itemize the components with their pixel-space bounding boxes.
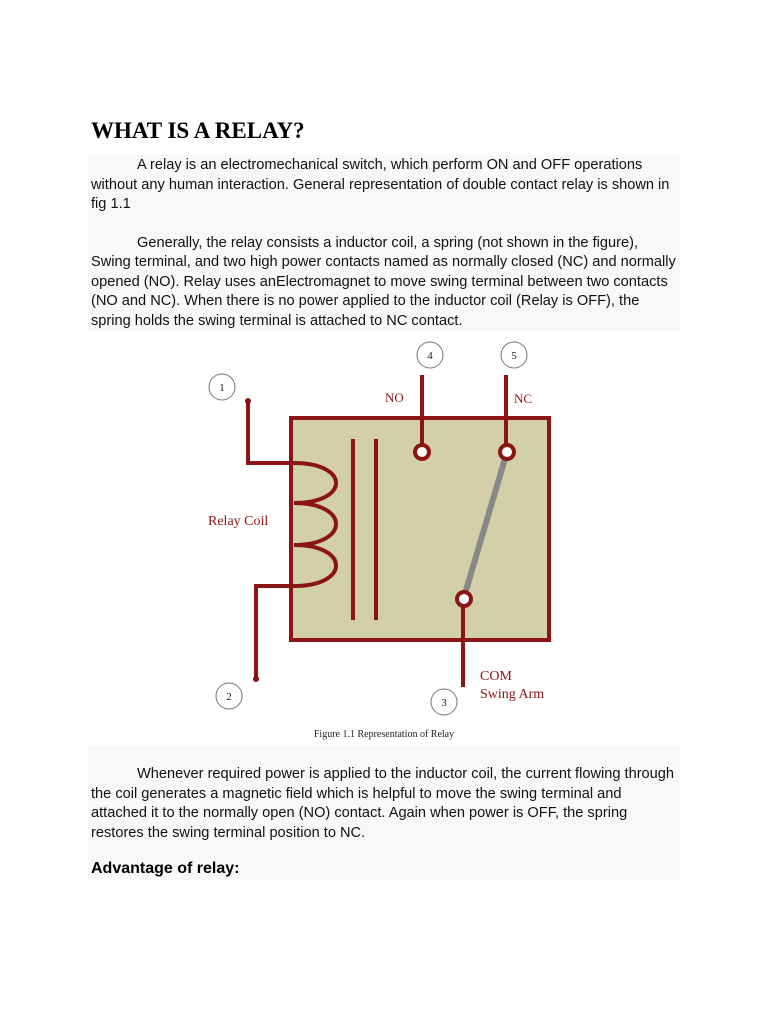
nc-label: NC [514,391,533,406]
coil-terminal-2-wire [256,586,294,679]
intro-text-block [88,155,680,331]
swing-arm-label: Swing Arm [480,687,545,702]
paragraph-1 [91,156,677,215]
paragraph-2 [91,234,677,332]
pin-2-dot [253,676,259,682]
com-contact [457,592,471,606]
section-heading: Advantage of relay: [91,860,240,877]
paragraph-2-text: Generally, the relay consists a inductor coil, a spring (not shown in the figure), Swing terminal, and two high power contacts named as normally closed (NC) and normally opened (NO). Relay uses anElectromagnet to move swing terminal between two contacts (NO and NC). When there is no power applied to the inductor coil (Relay is OFF), the spring holds the swing terminal is attached to NC contact. [91,234,676,329]
no-label: NO [385,390,404,405]
paragraph-3-text: Whenever required power is applied to the inductor coil, the current flowing through the coil generates a magnetic field which is helpful to move the swing terminal and attached it to the normally open (NO) contact. Again when power is OFF, the spring restores the swing terminal position to NC. [91,766,675,841]
pin-4-label: 4 [427,350,433,362]
relay-diagram [200,335,560,725]
pin-1-dot [245,398,251,404]
nc-contact [500,445,514,459]
no-contact [415,445,429,459]
com-label: COM [480,669,512,684]
page-title: WHAT IS A RELAY? [91,118,305,143]
figure-caption: Figure 1.1 Representation of Relay [313,729,455,740]
explanation-text-block [88,746,680,880]
pin-1-label: 1 [219,382,225,394]
coil-terminal-1-wire [248,401,294,463]
paragraph-1-text: A relay is an electromechanical switch, which perform ON and OFF operations without any human interaction. General representation of double contact relay is shown in fig 1.1 [91,157,670,212]
pin-5-label: 5 [511,350,517,362]
pin-2-label: 2 [226,691,232,703]
pin-3-label: 3 [441,697,447,709]
relay-coil-label: Relay Coil [208,514,269,529]
paragraph-3 [91,765,677,843]
